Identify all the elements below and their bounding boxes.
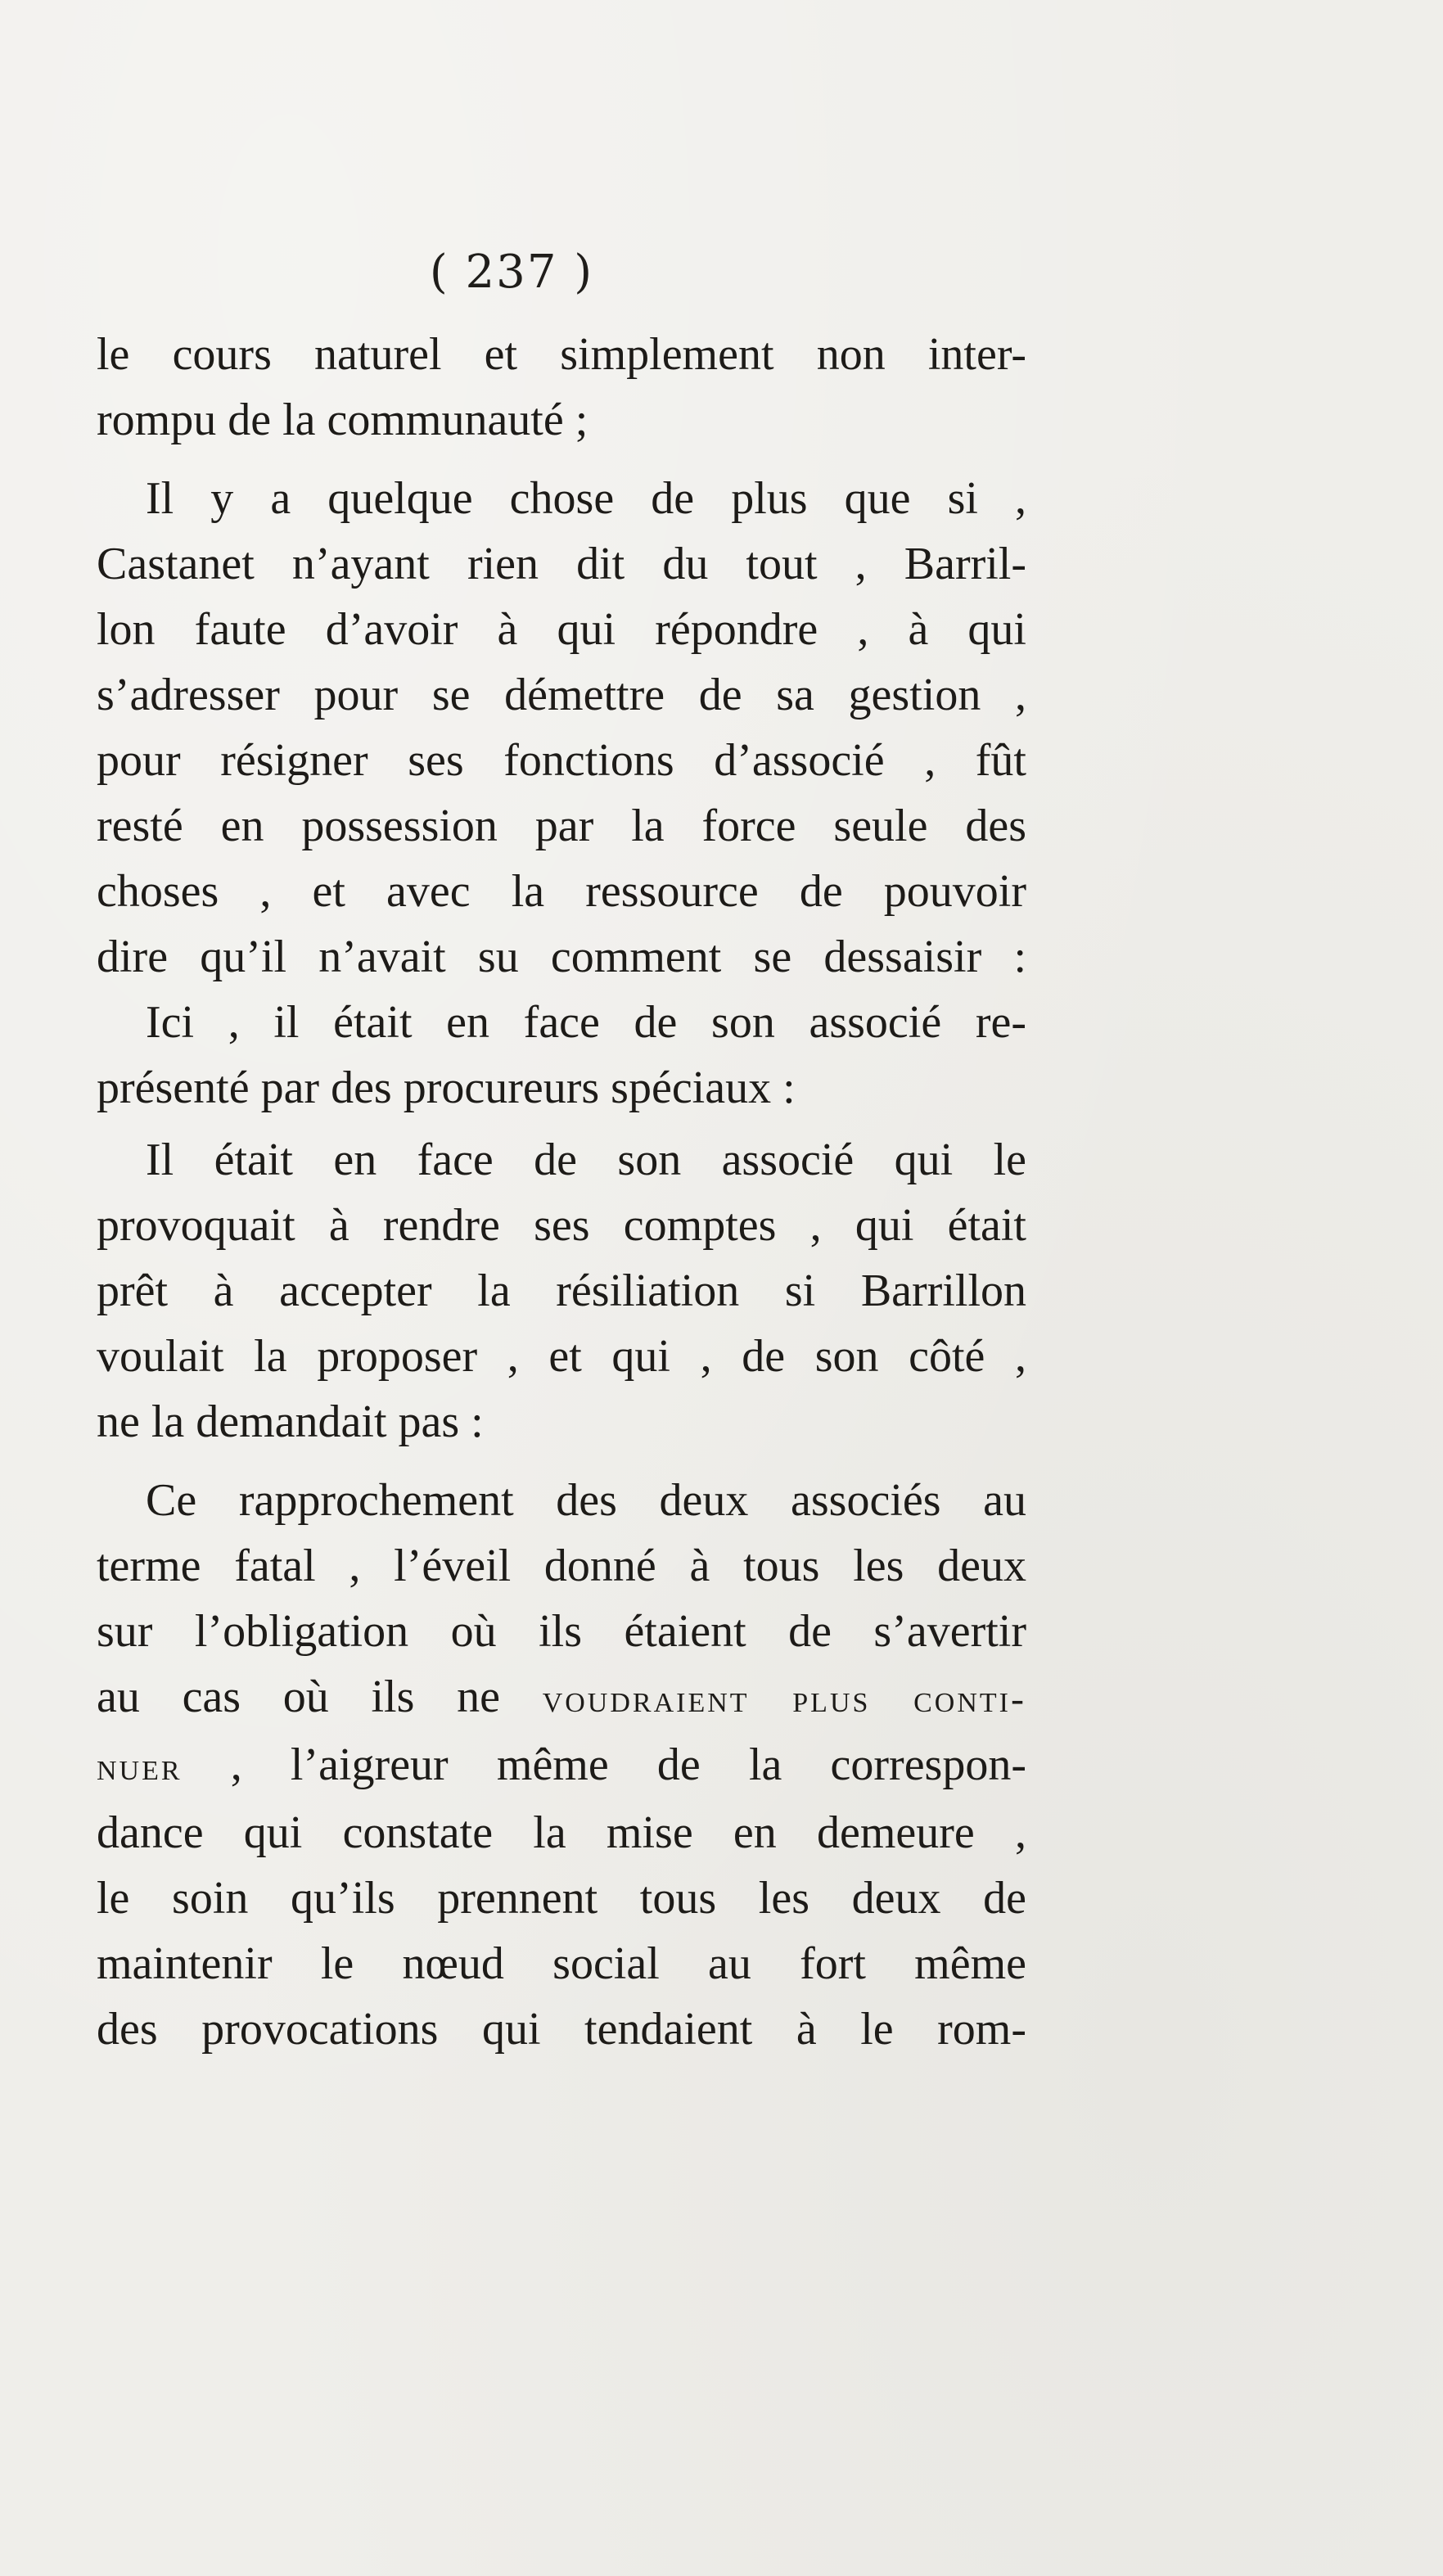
body-text	[97, 322, 1026, 2062]
text-line: présenté par des procureurs spéciaux :	[97, 1062, 796, 1113]
page-number: ( 237 )	[429, 246, 594, 299]
text-segment: au cas où ils ne	[97, 1671, 500, 1722]
text-line: lon faute d’avoir à qui répondre , à qui	[97, 604, 1026, 655]
paragraph-5	[97, 1468, 1026, 2062]
paragraph-2	[97, 466, 1026, 990]
small-caps-emphasis: nuer	[97, 1745, 183, 1789]
small-caps-emphasis: voudraient plus conti-	[542, 1677, 1026, 1721]
text-line: maintenir le nœud social au fort même	[97, 1938, 1026, 1989]
text-line	[97, 1732, 1026, 1800]
text-line: s’adresser pour se démettre de sa gestion ,	[97, 670, 1026, 720]
text-line: Il y a quelque chose de plus que si ,	[146, 473, 1026, 524]
text-line: Ce rapprochement des deux associés au	[146, 1475, 1026, 1526]
text-line: Ici , il était en face de son associé re-	[146, 997, 1026, 1048]
text-line: resté en possession par la force seule des	[97, 801, 1026, 851]
text-line: choses , et avec la ressource de pouvoir	[97, 866, 1026, 917]
text-line: des provocations qui tendaient à le rom-	[97, 2004, 1026, 2055]
text-line: prêt à accepter la résiliation si Barrillon	[97, 1265, 1026, 1316]
paragraph-3	[97, 990, 1026, 1121]
text-line: Castanet n’ayant rien dit du tout , Barril-	[97, 539, 1026, 589]
text-line: rompu de la communauté ;	[97, 395, 588, 445]
text-line: voulait la proposer , et qui , de son côté ,	[97, 1331, 1026, 1382]
text-line: dance qui constate la mise en demeure ,	[97, 1807, 1026, 1858]
text-line: provoquait à rendre ses comptes , qui était	[97, 1200, 1026, 1251]
paragraph-1	[97, 322, 1026, 453]
text-line: Il était en face de son associé qui le	[146, 1135, 1026, 1185]
paragraph-4	[97, 1127, 1026, 1455]
text-line: ne la demandait pas :	[97, 1396, 484, 1447]
text-line: le cours naturel et simplement non inter-	[97, 329, 1026, 380]
text-segment: , l’aigreur même de la correspon-	[182, 1739, 1026, 1790]
text-line	[97, 1664, 1026, 1732]
text-line: sur l’obligation où ils étaient de s’avertir	[97, 1606, 1026, 1657]
text-line: pour résigner ses fonctions d’associé , fût	[97, 735, 1026, 786]
text-line: dire qu’il n’avait su comment se dessaisir :	[97, 932, 1026, 982]
text-line: terme fatal , l’éveil donné à tous les deux	[97, 1541, 1026, 1591]
text-line: le soin qu’ils prennent tous les deux de	[97, 1873, 1026, 1924]
